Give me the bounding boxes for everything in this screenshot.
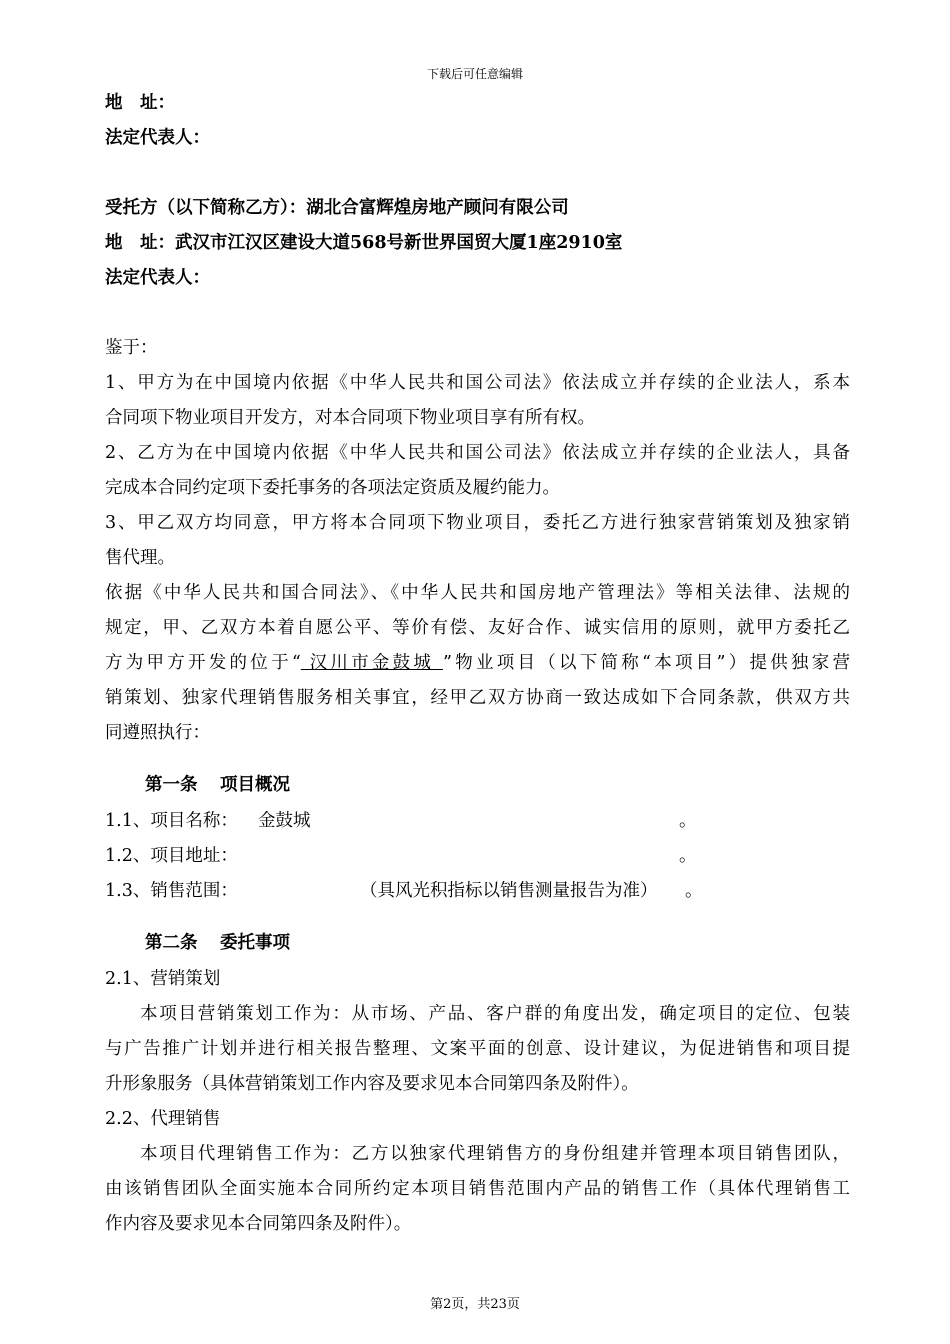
section-2-2-para-line-2: 由该销售团队全面实施本合同所约定本项目销售范围内产品的销售工作（具体代理销售工	[105, 1179, 850, 1199]
party-b-name-line: 受托方（以下简称乙方）：湖北合富辉煌房地产顾问有限公司	[105, 198, 569, 218]
recital-1-line-2: 合同项下物业项目开发方，对本合同项下物业项目享有所有权。	[105, 408, 595, 428]
basis-line-3-suffix: ”物业项目（以下简称“本项目”）提供独家营	[442, 653, 850, 673]
recital-1-line-1: 1、甲方为在中国境内依据《中华人民共和国公司法》依法成立并存续的企业法人，系本	[105, 373, 850, 393]
section-2-2-heading: 2.2、代理销售	[105, 1109, 221, 1129]
sales-scope-row	[105, 874, 850, 909]
party-b-rep-label: 法定代表人：	[105, 268, 210, 288]
recital-3-line-1: 3、甲乙双方均同意，甲方将本合同项下物业项目，委托乙方进行独家营销策划及独家销	[105, 513, 850, 533]
page-header: 下载后可任意编辑	[426, 67, 523, 81]
recital-2-line-1: 2、乙方为在中国境内依据《中华人民共和国公司法》依法成立并存续的企业法人，具备	[105, 443, 850, 463]
sales-scope-label: 1.3、销售范围：	[105, 881, 238, 901]
project-address-period: 。	[679, 846, 697, 866]
project-address-row	[105, 839, 850, 874]
recital-2-line-2: 完成本合同约定项下委托事务的各项法定资质及履约能力。	[105, 478, 560, 498]
basis-line-4: 销策划、独家代理销售服务相关事宜，经甲乙双方协商一致达成如下合同条款，供双方共	[105, 688, 850, 708]
project-address-label: 1.2、项目地址：	[105, 846, 238, 866]
sales-scope-period: 。	[685, 881, 703, 901]
project-name-row	[105, 804, 850, 839]
project-name-period: 。	[679, 811, 697, 831]
party-a-rep-label: 法定代表人：	[105, 128, 210, 148]
section-2-1-para-line-3: 升形象服务（具体营销策划工作内容及要求见本合同第四条及附件）。	[105, 1074, 639, 1094]
project-name-value: 金鼓城	[258, 811, 311, 831]
article-1-title: 项目概况	[220, 775, 290, 795]
party-b-address-line: 地 址：武汉市江汉区建设大道568号新世界国贸大厦1座2910室	[105, 233, 623, 253]
sales-scope-note: （具风光积指标以销售测量报告为准）	[360, 881, 658, 901]
basis-line-3-prefix: 方为甲方开发的位于“	[105, 653, 301, 673]
recitals-intro: 鉴于：	[105, 338, 158, 358]
section-2-1-para-line-2: 与广告推广计划并进行相关报告整理、文案平面的创意、设计建议，为促进销售和项目提	[105, 1039, 850, 1059]
article-2-title: 委托事项	[220, 933, 290, 953]
basis-line-1: 依据《中华人民共和国合同法》、《中华人民共和国房地产管理法》等相关法律、法规的	[105, 583, 850, 603]
page-footer: 第2页，共23页	[430, 1297, 520, 1312]
basis-line-2: 规定，甲、乙双方本着自愿公平、等价有偿、友好合作、诚实信用的原则，就甲方委托乙	[105, 618, 850, 638]
section-2-2-para-line-3: 作内容及要求见本合同第四条及附件）。	[105, 1214, 412, 1234]
document-body	[105, 86, 850, 1242]
article-1-number: 第一条	[145, 775, 198, 795]
article-2-heading	[105, 925, 850, 962]
recital-3-line-2: 售代理。	[105, 548, 175, 568]
article-2-number: 第二条	[145, 933, 198, 953]
basis-line-5: 同遵照执行：	[105, 723, 210, 743]
section-2-1-heading: 2.1、营销策划	[105, 969, 221, 989]
project-location-fill: 汉川市金鼓城	[300, 653, 443, 673]
project-name-label: 1.1、项目名称：	[105, 811, 238, 831]
basis-line-3	[105, 646, 850, 681]
party-a-address-label: 地 址：	[105, 93, 175, 113]
section-2-2-para-line-1: 本项目代理销售工作为：乙方以独家代理销售方的身份组建并管理本项目销售团队，	[140, 1144, 850, 1164]
section-2-1-para-line-1: 本项目营销策划工作为：从市场、产品、客户群的角度出发，确定项目的定位、包装	[140, 1004, 850, 1024]
article-1-heading	[105, 767, 850, 804]
